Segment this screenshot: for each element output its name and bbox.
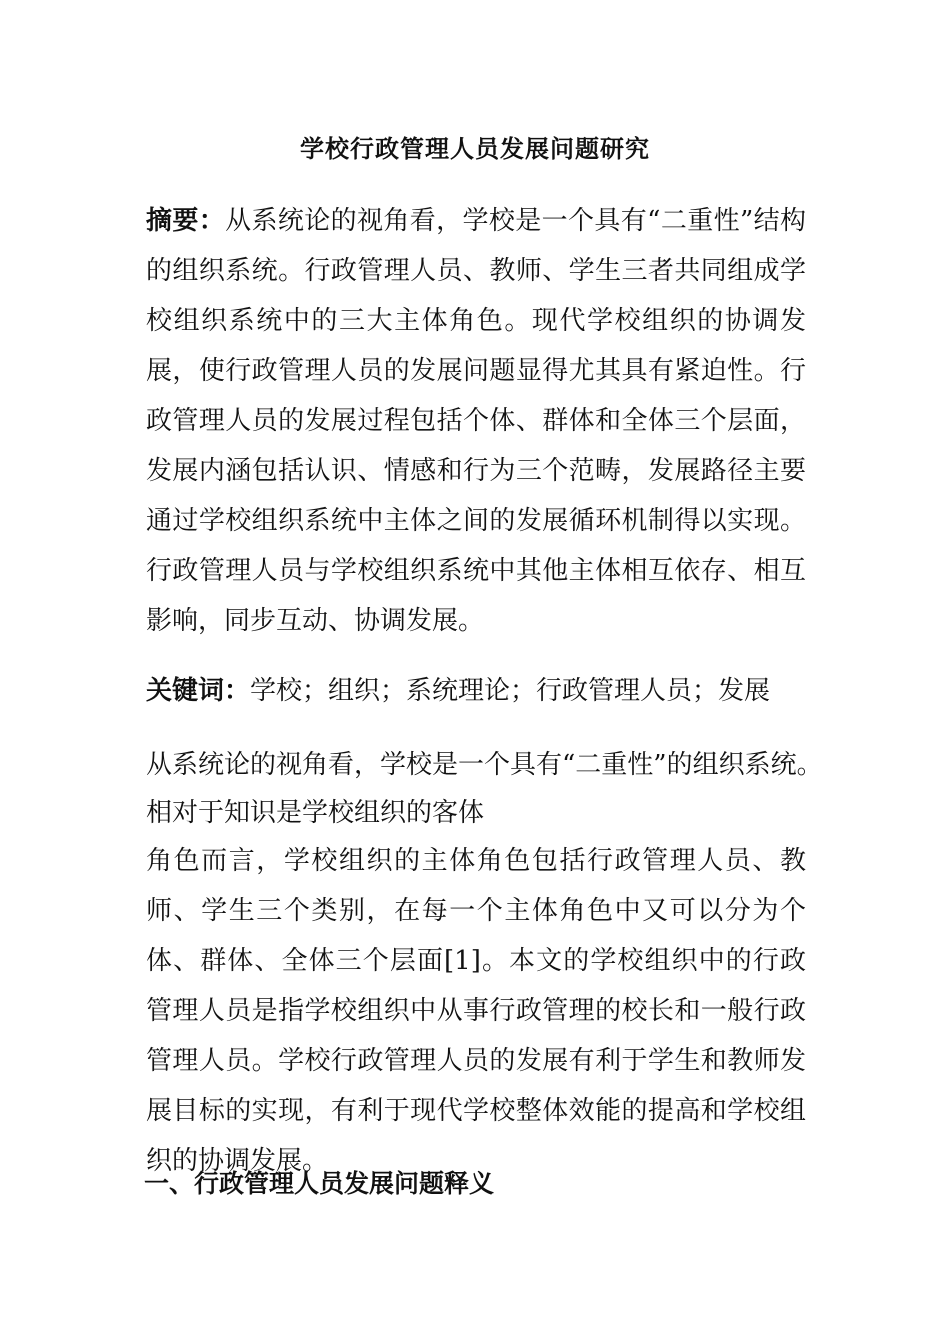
keywords-text: 学校；组织；系统理论；行政管理人员；发展 (250, 676, 771, 706)
body-line-1: 从系统论的视角看，学校是一个具有“二重性”的组织系统。 (146, 750, 823, 780)
abstract-text: 从系统论的视角看，学校是一个具有“二重性”结构的组织系统。行政管理人员、教师、学生三者共同组成学校组织系统中的三大主体角色。现代学校组织的协调发展，使行政管理人员的发展问题显得尤其具有紧迫性。行政管理人员的发展过程包括个体、群体和全体三个层面，发展内涵包括认识、情感和行为三个范畴，发展路径主要通过学校组织系统中主体之间的发展循环机制得以实现。行政管理人员与学校组织系统中其他主体相互依存、相互影响，同步互动、协调发展。 (146, 206, 806, 636)
body-paragraph: 角色而言，学校组织的主体角色包括行政管理人员、教师、学生三个类别，在每一个主体角色中又可以分为个体、群体、全体三个层面[1]。本文的学校组织中的行政管理人员是指学校组织中从事行政管理的校长和一般行政管理人员。学校行政管理人员的发展有利于学生和教师发展目标的实现，有利于现代学校整体效能的提高和学校组织的协调发展。 (146, 846, 806, 1176)
section-heading: 一、行政管理人员发展问题释义 (144, 1169, 495, 1198)
keywords-paragraph (146, 666, 806, 716)
abstract-paragraph (146, 196, 806, 646)
body-line-2: 相对于知识是学校组织的客体 (146, 798, 485, 828)
keywords-label: 关键词： (146, 676, 251, 706)
document-title: 学校行政管理人员发展问题研究 (300, 135, 650, 163)
abstract-label: 摘要： (146, 206, 226, 236)
